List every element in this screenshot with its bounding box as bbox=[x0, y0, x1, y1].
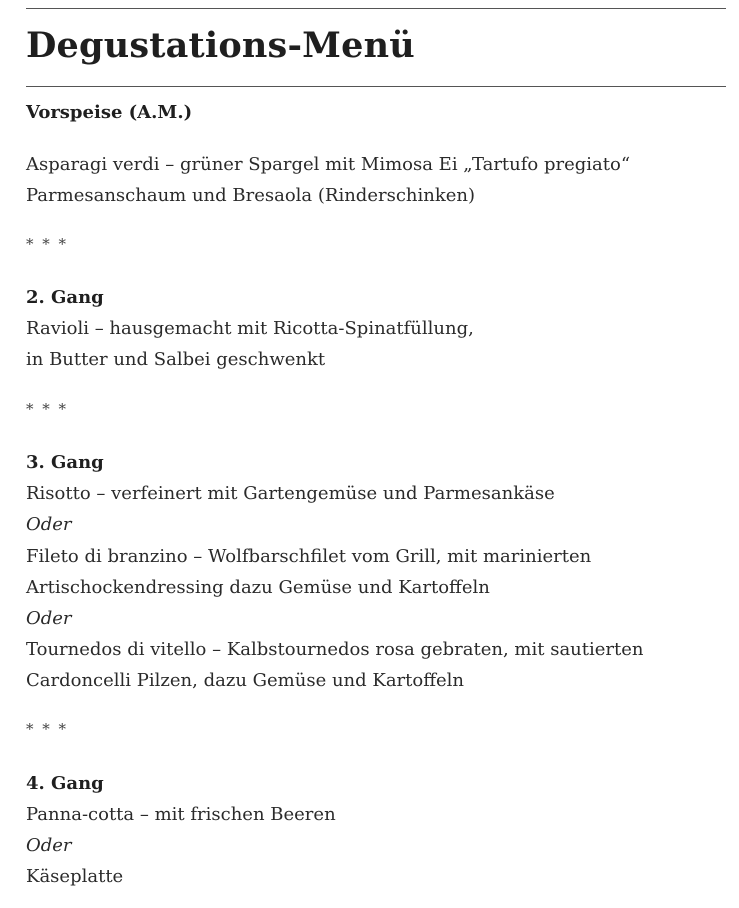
course-line: Risotto – verfeinert mit Gartengemüse und Parmesankäse bbox=[26, 483, 555, 504]
course-line: Asparagi verdi – grüner Spargel mit Mimosa Ei „Tartufo pregiato“ bbox=[26, 154, 631, 175]
page-title: Degustations-Menü bbox=[26, 25, 415, 66]
course-line: Fileto di branzino – Wolfbarschfilet vom Grill, mit marinierten bbox=[26, 546, 592, 567]
course-alternative-label: Oder bbox=[26, 835, 72, 856]
course-line: Panna-cotta – mit frischen Beeren bbox=[26, 804, 336, 825]
course-heading-3: 3. Gang bbox=[26, 452, 104, 473]
course-heading-2: 2. Gang bbox=[26, 287, 104, 308]
course-separator: * * * bbox=[26, 235, 69, 253]
course-separator: * * * bbox=[26, 720, 69, 738]
course-line: Tournedos di vitello – Kalbstournedos rosa gebraten, mit sautierten bbox=[26, 639, 644, 660]
course-line: in Butter und Salbei geschwenkt bbox=[26, 349, 326, 370]
course-line: Cardoncelli Pilzen, dazu Gemüse und Kartoffeln bbox=[26, 670, 465, 691]
course-line: Artischockendressing dazu Gemüse und Kartoffeln bbox=[26, 577, 490, 598]
course-line: Ravioli – hausgemacht mit Ricotta-Spinatfüllung, bbox=[26, 318, 474, 339]
course-line: Käseplatte bbox=[26, 866, 124, 887]
course-alternative-label: Oder bbox=[26, 608, 72, 629]
top-divider bbox=[26, 8, 726, 9]
course-alternative-label: Oder bbox=[26, 514, 72, 535]
course-line: Parmesanschaum und Bresaola (Rinderschinken) bbox=[26, 185, 476, 206]
title-divider bbox=[26, 86, 726, 87]
course-separator: * * * bbox=[26, 400, 69, 418]
course-heading-4: 4. Gang bbox=[26, 773, 104, 794]
course-heading-vorspeise: Vorspeise (A.M.) bbox=[26, 102, 193, 123]
